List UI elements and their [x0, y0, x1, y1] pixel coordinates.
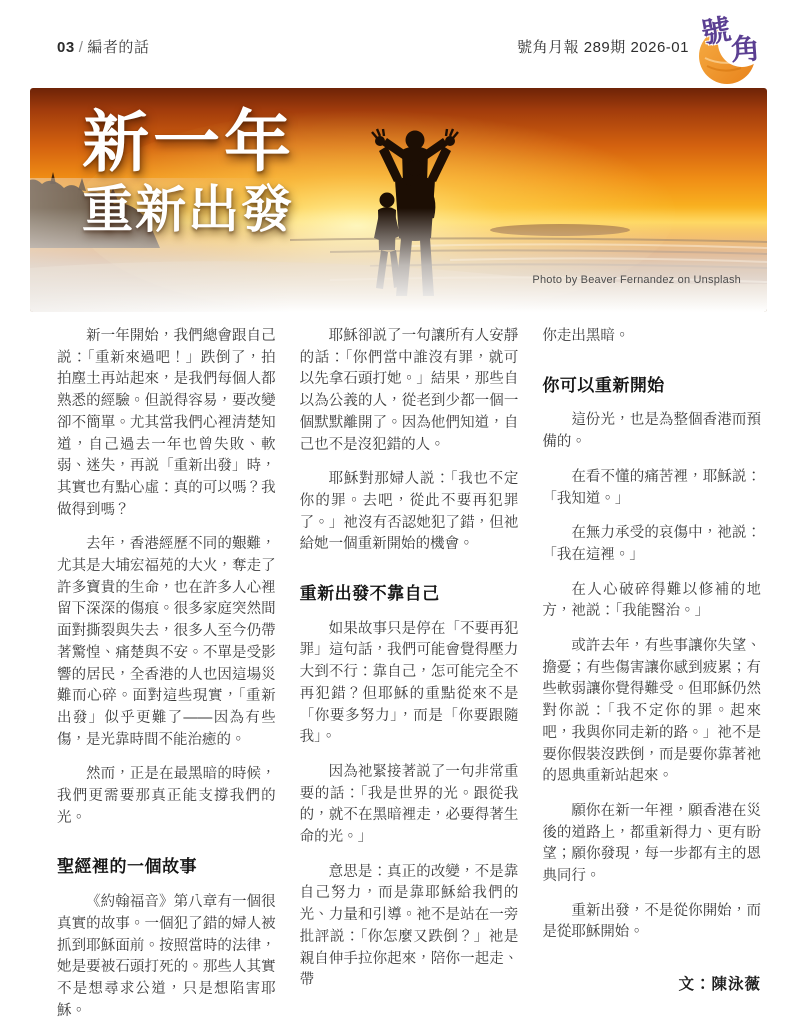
article-paragraph: 耶穌對那婦人説：「我也不定你的罪。去吧，從此不要再犯罪了。」祂沒有否認她犯了錯，但祂給她一個重新開始的機會。	[299, 471, 519, 553]
article-paragraph: 願你在新一年裡，願香港在災後的道路上，都重新得力、更有盼望；願你發現，每一步都有主的恩典同行。	[542, 802, 761, 885]
article-paragraph: 如果故事只是停在「不要再犯罪」這句話，我們可能會覺得壓力大到不行：靠自己，怎可能完全不再犯錯？但耶穌的重點從來不是「你要多努力」，而是「你要跟隨我」。	[299, 620, 519, 746]
article-paragraph: 因為祂緊接著説了一句非常重要的話：「我是世界的光。跟從我的，就不在黑暗裡走，必要得著生命的光。」	[299, 763, 519, 846]
page-header	[57, 13, 767, 67]
article-paragraph: 然而，正是在最黑暗的時候，我們更需要那真正能支撐我們的光。	[57, 766, 276, 826]
article-paragraph: 在看不懂的痛苦裡，耶穌説：「我知道。」	[542, 468, 761, 507]
column-1	[57, 326, 276, 1024]
article-paragraph: 意思是：真正的改變，不是靠自己努力，而是靠耶穌給我們的光、力量和引導。祂不是站在一旁批評説：「你怎麼又跌倒？」祂是親自伸手拉你起來，陪你一起走、帶	[299, 863, 519, 989]
article-subheading: 你可以重新開始	[542, 375, 665, 395]
article-paragraph-continuation: 你走出黑暗。	[542, 328, 630, 344]
section-title: 編者的話	[87, 39, 150, 56]
article-title-line1: 新一年	[82, 105, 295, 180]
article-paragraph: 新一年開始，我們總會跟自己説：「重新來過吧！」跌倒了，拍拍塵土再站起來，是我們每個人都熟悉的經驗。但説得容易，要改變卻不簡單。尤其當我們心裡清楚知道，自己過去一年也曾失敗、軟弱、迷失，再説「重新出發」時，其實也有點心虛：真的可以嗎？我做得到嗎？	[57, 328, 276, 518]
article-paragraph: 耶穌卻説了一句讓所有人安靜的話：「你們當中誰沒有罪，就可以先拿石頭打她。」結果，那些自以為公義的人，從老到少都一個一個默默離開了。因為他們知道，自己也不是沒犯錯的人。	[299, 328, 519, 453]
page-number: 03	[57, 39, 75, 56]
issue-label: 號角月報 289期 2026-01	[517, 39, 689, 56]
article-paragraph: 去年，香港經歷不同的艱難，尤其是大埔宏福苑的大火，奪走了許多寶貴的生命，也在許多人心裡留下深深的傷痕。很多家庭突然間面對撕裂與失去，很多人至今仍帶著驚惶、痛楚與不安。不單是受影響的居民，全香港的人也因這場災難而心碎。面對這些現實，「重新出發」似乎更難了——因為有些傷，是光靠時間不能治癒的。	[57, 536, 276, 748]
column-3	[542, 326, 761, 1024]
header-separator: /	[78, 39, 84, 56]
article-title	[82, 105, 295, 239]
article-paragraph: 《約翰福音》第八章有一個很真實的故事。一個犯了錯的婦人被抓到耶穌面前。按照當時的法律，她是要被石頭打死的。那些人其實不是想尋求公道，只是想陷害耶穌。	[57, 894, 276, 1019]
author-byline: 文：陳泳薇	[678, 976, 761, 994]
photo-credit: Photo by Beaver Fernandez on Unsplash	[532, 274, 741, 286]
article-paragraph: 重新出發，不是從你開始，而是從耶穌開始。	[542, 902, 761, 941]
article-subheading: 重新出發不靠自己	[299, 584, 440, 604]
hero-image	[30, 88, 767, 312]
column-2	[300, 326, 519, 1024]
logo-char-1: 號	[699, 13, 734, 51]
article-paragraph: 或許去年，有些事讓你失望、擔憂；有些傷害讓你感到疲累；有些軟弱讓你覺得難受。但耶穌仍然對你説：「我不定你的罪。起來吧，我與你同走新的路。」祂不是要你假裝沒跌倒，而是要你靠著祂的恩典重新站起來。	[542, 638, 761, 785]
article-paragraph: 在無力承受的哀傷中，祂説：「我在這裡。」	[542, 525, 761, 563]
article-subheading: 聖經裡的一個故事	[57, 857, 197, 877]
article-paragraph: 這份光，也是為整個香港而預備的。	[542, 412, 761, 451]
article-paragraph: 在人心破碎得難以修補的地方，祂説：「我能醫治。」	[542, 581, 761, 620]
logo-char-2: 角	[729, 33, 762, 67]
herald-logo	[693, 14, 771, 90]
article-title-line2: 重新出發	[82, 181, 295, 239]
article-body	[57, 326, 761, 1024]
header-left	[57, 36, 149, 57]
